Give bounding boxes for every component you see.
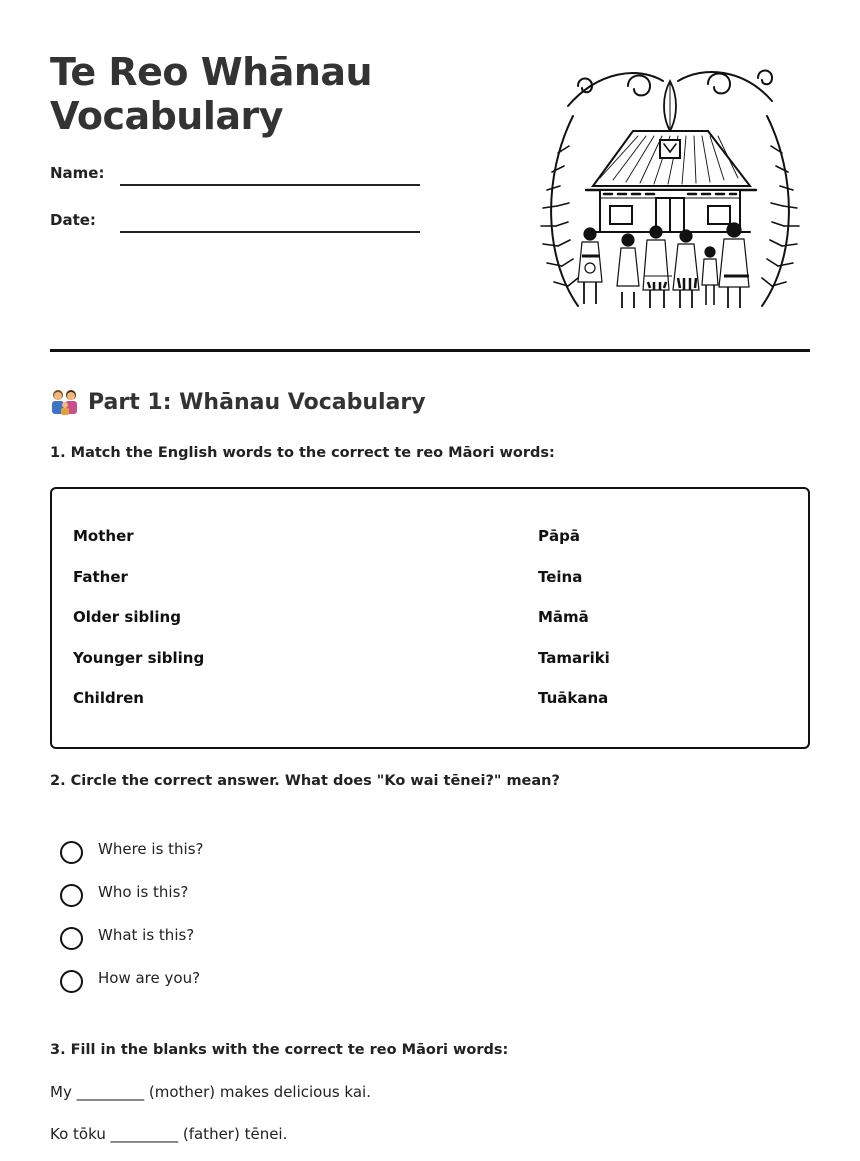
maori-word[interactable]: Māmā [538,608,589,626]
matching-box [50,487,810,749]
section-title: Part 1: Whānau Vocabulary [88,389,426,415]
answer-options [60,838,203,1010]
date-field[interactable] [50,211,420,241]
option-label: Who is this? [98,883,189,901]
question-2-prompt: 2. Circle the correct answer. What does "Ko wai tēnei?" mean? [50,773,560,789]
answer-option[interactable] [60,967,203,1010]
english-word[interactable]: Mother [73,527,134,545]
header-divider [50,349,810,352]
option-label: How are you? [98,969,201,987]
question-1-prompt: 1. Match the English words to the correct te reo Māori words: [50,445,555,461]
radio-circle-icon[interactable] [60,841,83,864]
wharenui-family-illustration [538,56,802,318]
worksheet-page [50,0,810,1161]
maori-word[interactable]: Teina [538,567,583,586]
maori-words-column [538,527,610,730]
option-label: Where is this? [98,840,204,858]
date-line[interactable] [120,231,420,233]
page-title [50,50,490,138]
maori-word[interactable]: Tuākana [538,689,609,707]
name-label: Name: [50,164,105,182]
radio-circle-icon[interactable] [60,970,83,993]
name-line[interactable] [120,184,420,186]
section-heading-part-1 [50,388,426,416]
title-line-2: Vocabulary [50,94,284,138]
radio-circle-icon[interactable] [60,927,83,950]
radio-circle-icon[interactable] [60,884,83,907]
date-label: Date: [50,211,96,229]
title-line-1: Te Reo Whānau [50,50,373,94]
family-icon [50,388,80,416]
option-label: What is this? [98,926,195,944]
english-word[interactable]: Father [73,567,128,586]
question-3-prompt: 3. Fill in the blanks with the correct te reo Māori words: [50,1042,509,1058]
english-word[interactable]: Younger sibling [73,648,205,667]
fill-in-sentence[interactable]: My _________ (mother) makes delicious kai. [50,1083,371,1101]
english-word[interactable]: Children [73,689,144,707]
english-word[interactable]: Older sibling [73,608,181,626]
name-field[interactable] [50,164,420,194]
maori-word[interactable]: Tamariki [538,648,610,667]
answer-option[interactable] [60,924,203,967]
maori-word[interactable]: Pāpā [538,527,580,545]
english-words-column [73,527,204,730]
answer-option[interactable] [60,881,203,924]
answer-option[interactable] [60,838,203,881]
fill-in-sentence[interactable]: Ko tōku _________ (father) tēnei. [50,1125,288,1143]
